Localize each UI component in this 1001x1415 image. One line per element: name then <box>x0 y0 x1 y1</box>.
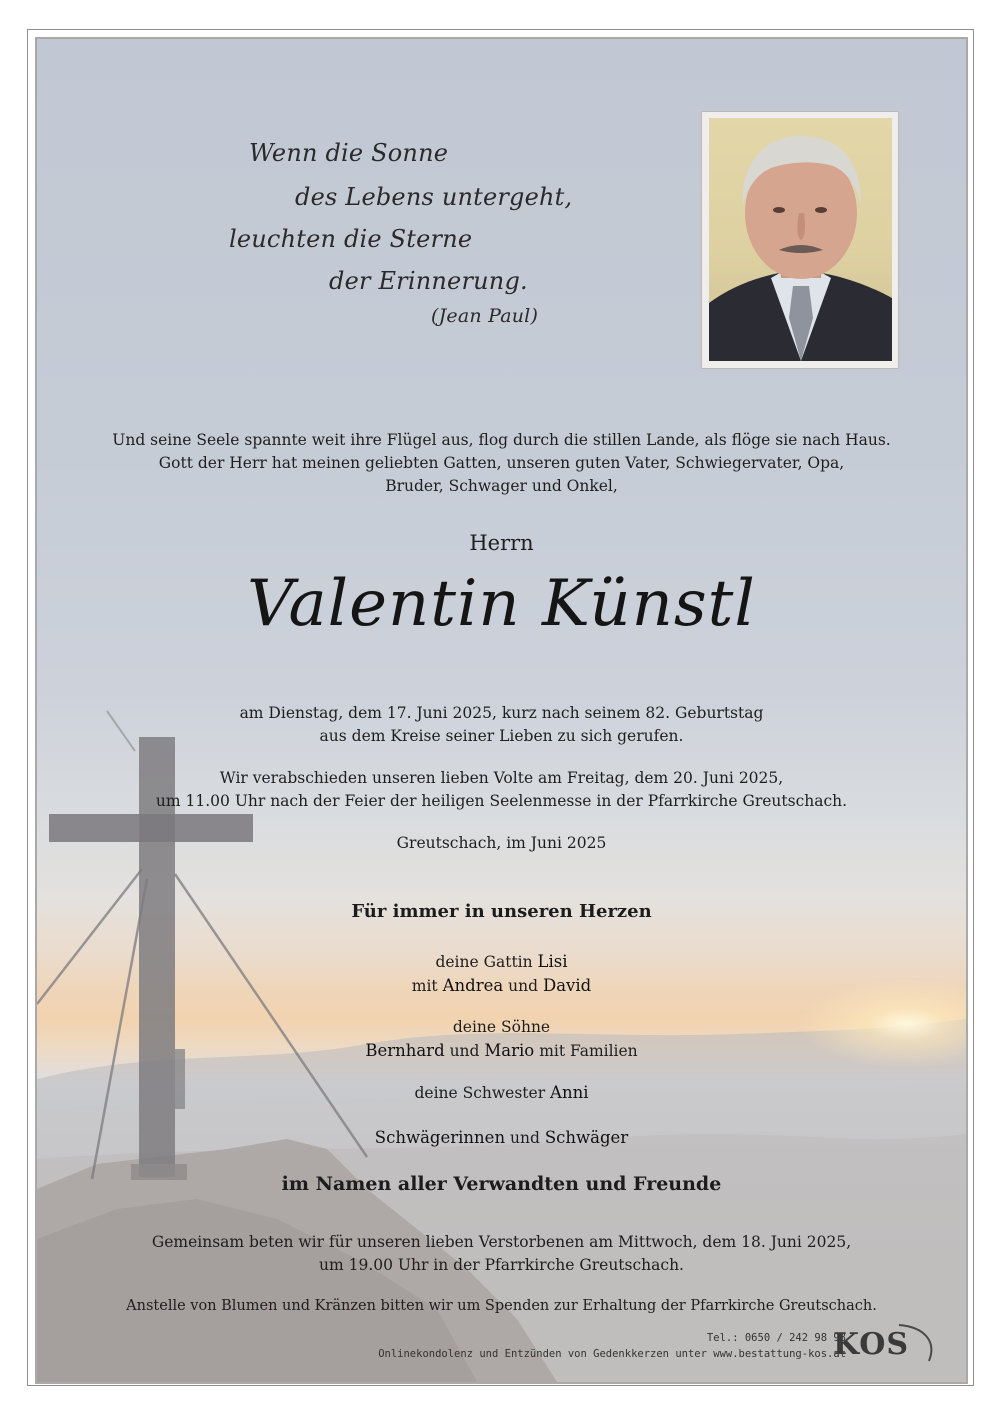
grandchild-name-1: Andrea <box>442 976 504 995</box>
prayer-text <box>37 1231 966 1277</box>
kos-logo <box>829 1321 939 1371</box>
deceased-name: Valentin Künstl <box>247 567 756 641</box>
footer-online: Onlinekondolenz und Entzünden von Gedenkkerzen unter www.bestattung-kos.at <box>378 1348 846 1360</box>
prayer-line-2: um 19.00 Uhr in der Pfarrkirche Greutschach. <box>319 1256 684 1274</box>
parte-card <box>35 37 968 1384</box>
relatives-sons <box>37 1016 966 1063</box>
quote-line-2: des Lebens untergeht, <box>295 183 573 211</box>
inlaws-line <box>37 1126 966 1150</box>
grandchild-name-2: David <box>542 976 592 995</box>
intro-line-2: Gott der Herr hat meinen geliebten Gatten, unseren guten Vater, Schwiegervater, Opa, <box>158 454 845 472</box>
intro-text <box>37 429 966 498</box>
quote-line-3: leuchten die Sterne <box>229 225 473 253</box>
relatives-children-line <box>37 974 966 998</box>
with-label: mit <box>411 977 438 995</box>
quote-line-4: der Erinnerung. <box>329 267 528 295</box>
inlaws-male: Schwäger <box>544 1128 629 1147</box>
portrait-frame <box>701 111 899 369</box>
relatives-sister <box>37 1081 966 1105</box>
prayer-line-1: Gemeinsam beten wir für unseren lieben Verstorbenen am Mittwoch, dem 18. Juni 2025, <box>151 1233 852 1251</box>
portrait-illustration <box>709 118 892 361</box>
portrait-photo <box>709 118 892 361</box>
logo-text: KOS <box>833 1327 910 1362</box>
quote-author: (Jean Paul) <box>431 305 539 327</box>
wife-name: Lisi <box>537 952 568 971</box>
sister-name: Anni <box>550 1083 589 1102</box>
intro-line-1: Und seine Seele spannte weit ihre Flügel aus, flog durch die stillen Lande, als flöge sie nach Haus. <box>112 431 891 449</box>
sister-line <box>37 1081 966 1105</box>
intro-line-3: Bruder, Schwager und Onkel, <box>385 477 618 495</box>
relatives-wife-line <box>37 950 966 974</box>
and-label-2: und <box>449 1042 480 1060</box>
sons-line <box>37 1039 966 1063</box>
and-label: und <box>508 977 539 995</box>
farewell-line-2: um 11.00 Uhr nach der Feier der heiligen Seelenmesse in der Pfarrkirche Greutschach. <box>155 792 848 810</box>
death-notice <box>37 702 966 748</box>
salutation: Herrn <box>469 531 534 555</box>
donation-text <box>37 1295 966 1318</box>
relatives-wife <box>37 950 966 998</box>
donation-line: Anstelle von Blumen und Kränzen bitten wir um Spenden zur Erhaltung der Pfarrkirche Greutschach. <box>126 1298 877 1314</box>
all-relatives-heading: im Namen aller Verwandten und Freunde <box>281 1173 722 1195</box>
footer-phone: Tel.: 0650 / 242 98 98 <box>706 1332 846 1344</box>
sons-suffix: mit Familien <box>539 1042 638 1060</box>
forever-heading: Für immer in unseren Herzen <box>351 901 652 922</box>
place-date <box>37 832 966 855</box>
sons-label: deine Söhne <box>452 1018 551 1036</box>
farewell-line-1: Wir verabschieden unseren lieben Volte am Freitag, dem 20. Juni 2025, <box>219 769 784 787</box>
son-name-1: Bernhard <box>365 1041 445 1060</box>
quote-line-1: Wenn die Sonne <box>249 139 449 167</box>
death-notice-line-2: aus dem Kreise seiner Lieben zu sich gerufen. <box>319 727 684 745</box>
place-date-text: Greutschach, im Juni 2025 <box>396 834 607 852</box>
wife-label: deine Gattin <box>435 953 533 971</box>
death-notice-line-1: am Dienstag, dem 17. Juni 2025, kurz nach seinem 82. Geburtstag <box>239 704 764 722</box>
son-name-2: Mario <box>484 1041 535 1060</box>
farewell-text <box>37 767 966 813</box>
inlaws-female: Schwägerinnen <box>374 1128 506 1147</box>
and-label-3: und <box>510 1129 540 1147</box>
sister-label: deine Schwester <box>414 1084 546 1102</box>
relatives-inlaws <box>37 1126 966 1150</box>
